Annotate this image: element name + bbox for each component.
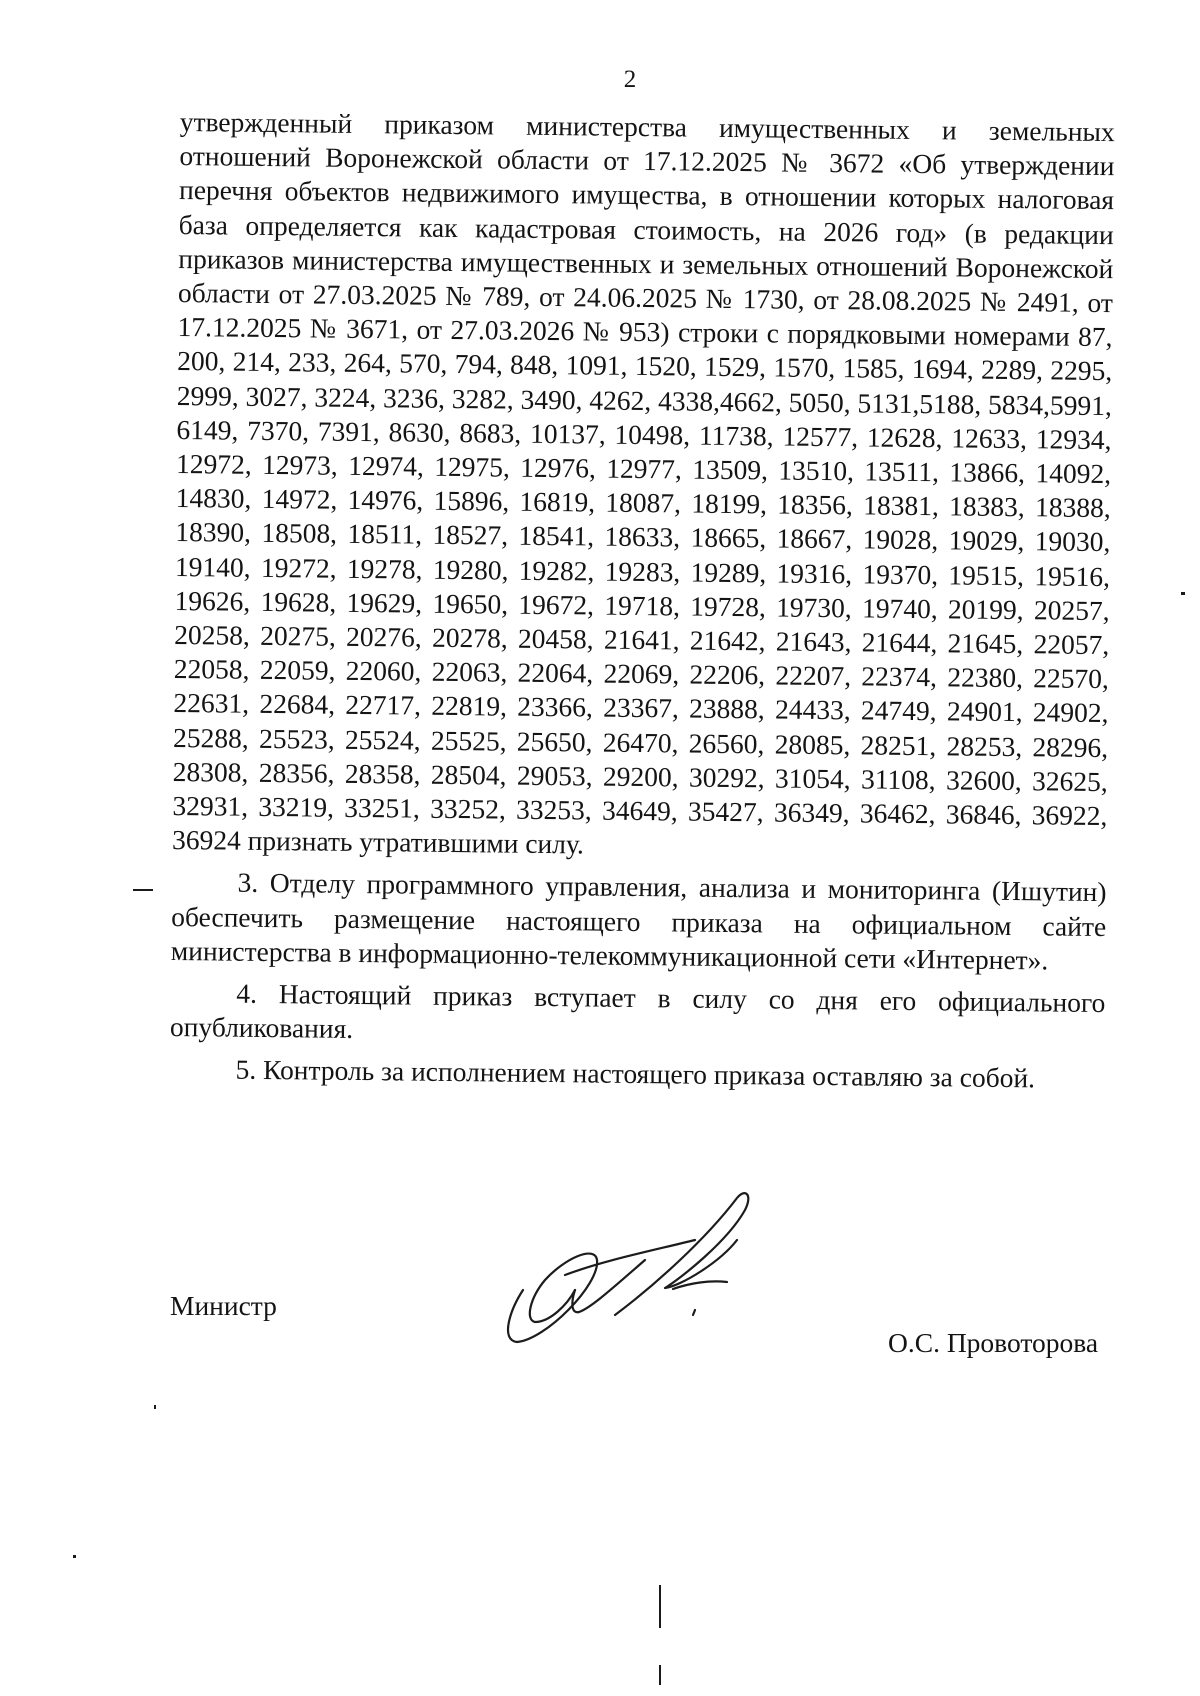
continuation-paragraph: утвержденный приказом министерства имущественных и земельных отношений Воронежской области от 17.12.2025 № 3672 «Об утверждении перечня объектов недвижимого имущества, в отношении которых налоговая база определяется как кадастровая стоимость, на 2026 год» (в редакции приказов министерства имущественных и земельных отношений Воронежской области от 27.03.2025 № 789, от 24.06.2025 № 1730, от 28.08.2025 № 2491, от 17.12.2025 № 3671, от 27.03.2026 № 953) строки с порядковыми номерами 87, 200, 214, 233, 264, 570, 794, 848, 1091, 1520, 1529, 1570, 1585, 1694, 2289, 2295, 2999, 3027, 3224, 3236, 3282, 3490, 4262, 4338,4662, 5050, 5131,5188, 5834,5991, 6149, 7370, 7391, 8630, 8683, 10137, 10498, 11738, 12577, 12628, 12633, 12934, 12972, 12973, 12974, 12975, 12976, 12977, 13509, 13510, 13511, 13866, 14092, 14830, 14972, 14976, 15896, 16819, 18087, 18199, 18356, 18381, 18383, 18388, 18390, 18508, 18511, 18527, 18541, 18633, 18665, 18667, 19028, 19029, 19030, 19140, 19272, 19278, 19280, 19282, 19283, 19289, 19316, 19370, 19515, 19516, 19626, 19628, 19629, 19650, 19672, 19718, 19728, 19730, 19740, 20199, 20257, 20258, 20275, 20276, 20278, 20458, 21641, 21642, 21643, 21644, 21645, 22057, 22058, 22059, 22060, 22063, 22064, 22069, 22206, 22207, 22374, 22380, 22570, 22631, 22684, 22717, 22819, 23366, 23367, 23888, 24433, 24749, 24901, 24902, 25288, 25523, 25524, 25525, 25650, 26470, 26560, 28085, 28251, 28253, 28296, 28308, 28356, 28358, 28504, 29053, 29200, 30292, 31054, 31108, 32600, 32625, 32931, 33219, 33251, 33252, 33253, 34649, 35427, 36349, 36462, 36846, 36922, 36924 признать утратившими силу.	[171, 105, 1115, 860]
document-body	[169, 105, 1115, 1097]
scan-speck	[73, 1555, 76, 1558]
page-number: 2	[623, 66, 637, 93]
scan-line	[659, 1585, 661, 1628]
scan-speck	[133, 889, 153, 891]
item-4: 4. Настоящий приказ вступает в силу со дня его официального опубликования.	[169, 977, 1106, 1045]
signature-block	[0, 1290, 1200, 1358]
signer-name: О.С. Провоторова	[888, 1327, 1099, 1358]
item-5: 5. Контроль за исполнением настоящего приказа оставляю за собой.	[235, 1054, 1036, 1094]
scan-line	[659, 1665, 661, 1685]
item-3: 3. Отделу программного управления, анализа и мониторинга (Ишутин) обеспечить размещение настоящего приказа на официальном сайте министерства в информационно-телекоммуникационной сети «Интернет».	[170, 867, 1107, 976]
signer-position: Министр	[170, 1290, 277, 1321]
scan-speck	[154, 1405, 156, 1409]
scan-speck	[1181, 592, 1185, 595]
